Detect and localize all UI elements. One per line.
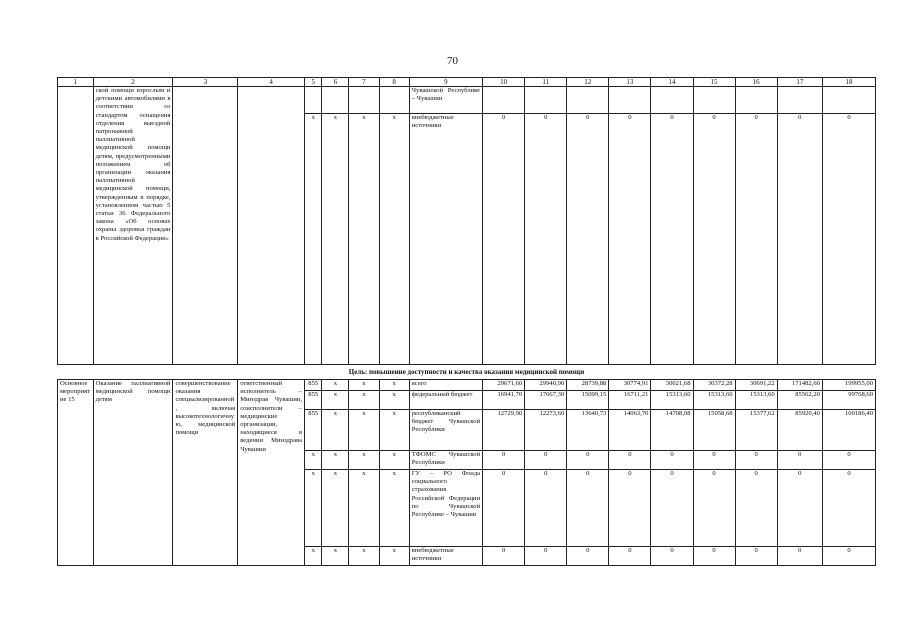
cell-empty: [238, 87, 305, 365]
event-id: Основное мероприятие 15: [58, 380, 94, 566]
cell-x: x: [305, 114, 322, 365]
value-cell: 0: [777, 470, 822, 547]
value-cell: 0: [651, 470, 693, 547]
source-label: внебюджетные источники: [409, 547, 482, 566]
value-cell: 0: [693, 114, 735, 365]
value-cell: 14708,08: [651, 410, 693, 451]
cell-x: x: [322, 547, 349, 566]
budget-table: [57, 77, 876, 566]
cell-x: x: [322, 470, 349, 547]
column-header: 9: [409, 78, 482, 87]
cell-x: x: [379, 380, 409, 391]
cell-x: x: [349, 114, 379, 365]
goal-text: Цель: повышение доступности и качества оказания медицинской помощи: [58, 365, 876, 380]
cell-empty: [777, 87, 822, 114]
page-number: 70: [447, 55, 458, 67]
value-cell: 15058,68: [693, 410, 735, 451]
value-cell: 0: [483, 547, 525, 566]
value-cell: 0: [822, 451, 875, 470]
value-cell: 14063,70: [609, 410, 651, 451]
cell-code: x: [305, 547, 322, 566]
cell-empty: [322, 87, 349, 114]
value-cell: 0: [651, 547, 693, 566]
value-cell: 29671,60: [483, 380, 525, 391]
value-cell: 85562,20: [777, 391, 822, 410]
value-cell: 0: [609, 470, 651, 547]
value-cell: 100186,40: [822, 410, 875, 451]
value-cell: 30021,68: [651, 380, 693, 391]
value-cell: 0: [651, 451, 693, 470]
source-label: ТФОМС Чувашской Республики: [409, 451, 482, 470]
cell-x: x: [379, 451, 409, 470]
cell-empty: [651, 87, 693, 114]
value-cell: 15313,60: [651, 391, 693, 410]
cell-x: x: [379, 391, 409, 410]
value-cell: 15313,60: [735, 391, 777, 410]
cell-x: x: [379, 547, 409, 566]
goal-row: [58, 365, 876, 380]
value-cell: 0: [693, 470, 735, 547]
column-header: 14: [651, 78, 693, 87]
event-goal: совершенствование оказания специализированной, включая высокотехнологичную, медицинской помощи: [173, 380, 238, 566]
column-header: 12: [567, 78, 609, 87]
value-cell: 16941,70: [483, 391, 525, 410]
cell-empty: [483, 87, 525, 114]
value-cell: 15099,15: [567, 391, 609, 410]
column-header: 7: [349, 78, 379, 87]
value-cell: 0: [651, 114, 693, 365]
cell-empty: [567, 87, 609, 114]
value-cell: 0: [609, 547, 651, 566]
value-cell: 0: [483, 470, 525, 547]
cell-x: x: [349, 380, 379, 391]
value-cell: 0: [693, 451, 735, 470]
value-cell: 30372,28: [693, 380, 735, 391]
cell-x: x: [349, 410, 379, 451]
column-header: 4: [238, 78, 305, 87]
cell-x: x: [349, 547, 379, 566]
cell-empty: [305, 87, 322, 114]
column-header: 3: [173, 78, 238, 87]
column-header: 10: [483, 78, 525, 87]
value-cell: 0: [735, 114, 777, 365]
value-cell: 0: [822, 470, 875, 547]
cell-x: x: [349, 391, 379, 410]
value-cell: 12273,60: [525, 410, 567, 451]
value-cell: 13640,73: [567, 410, 609, 451]
cell-empty: [349, 87, 379, 114]
value-cell: 0: [609, 451, 651, 470]
cell-x: x: [322, 380, 349, 391]
value-cell: 15313,60: [693, 391, 735, 410]
source-label: Чувашской Республике – Чувашии: [409, 87, 482, 114]
value-cell: 0: [567, 114, 609, 365]
value-cell: 0: [777, 547, 822, 566]
cell-empty: [822, 87, 875, 114]
source-label: республиканский бюджет Чувашской Республики: [409, 410, 482, 451]
source-label: федеральный бюджет: [409, 391, 482, 410]
value-cell: 0: [609, 114, 651, 365]
value-cell: 17667,30: [525, 391, 567, 410]
source-label: всего: [409, 380, 482, 391]
value-cell: 0: [567, 470, 609, 547]
value-cell: 0: [777, 451, 822, 470]
value-cell: 171482,60: [777, 380, 822, 391]
cell-empty: [735, 87, 777, 114]
value-cell: 85920,40: [777, 410, 822, 451]
source-label: внебюджетные источники: [409, 114, 482, 365]
value-cell: 30691,22: [735, 380, 777, 391]
cell-code: x: [305, 470, 322, 547]
executor: ответственный исполнитель – Минздрав Чувашии, соисполнители – медицинские организации, находящиеся в ведении Минздрава Чувашии: [238, 380, 305, 566]
table-row: [58, 380, 876, 391]
value-cell: 0: [567, 547, 609, 566]
table-row: [58, 87, 876, 114]
value-cell: 28739,88: [567, 380, 609, 391]
column-header: 11: [525, 78, 567, 87]
cell-empty: [379, 87, 409, 114]
value-cell: 0: [567, 451, 609, 470]
cell-x: x: [379, 470, 409, 547]
column-header: 5: [305, 78, 322, 87]
cell-x: x: [349, 451, 379, 470]
column-header: 13: [609, 78, 651, 87]
source-label: ГУ – РО Фонда социального страхования Российской Федерации по Чувашской Республике – Чувашии: [409, 470, 482, 547]
value-cell: 0: [525, 547, 567, 566]
value-cell: 0: [777, 114, 822, 365]
value-cell: 0: [735, 547, 777, 566]
value-cell: 0: [525, 114, 567, 365]
column-header: 6: [322, 78, 349, 87]
column-header: 16: [735, 78, 777, 87]
cell-code: 855: [305, 380, 322, 391]
event-name: Оказание паллиативной медицинской помощи детям: [93, 380, 173, 566]
cell-x: x: [322, 410, 349, 451]
column-header: 8: [379, 78, 409, 87]
value-cell: 30774,91: [609, 380, 651, 391]
value-cell: 12729,90: [483, 410, 525, 451]
cell-x: x: [322, 451, 349, 470]
value-cell: 199955,00: [822, 380, 875, 391]
cell-empty: [525, 87, 567, 114]
cell-empty: [58, 87, 94, 365]
value-cell: 0: [525, 470, 567, 547]
column-header: 2: [93, 78, 173, 87]
column-header: 15: [693, 78, 735, 87]
value-cell: 0: [822, 114, 875, 365]
cell-code: 855: [305, 391, 322, 410]
cell-x: x: [349, 470, 379, 547]
header-row: [58, 78, 876, 87]
cell-x: x: [379, 114, 409, 365]
value-cell: 0: [483, 114, 525, 365]
cell-empty: [609, 87, 651, 114]
value-cell: 29940,90: [525, 380, 567, 391]
event-description: ской помощи взрослым и детскими автомобилями в соответствии со стандартом оснащения отделения выездной патронажной паллиативной медицинской помощи детям, предусмотренными положением об организации оказания паллиативной медицинской помощи, утвержденным в порядке, установленном частью 5 статьи 36 Федерального закона «Об основах охраны здоровья граждан в Российской Федерации»: [93, 87, 173, 365]
value-cell: 16711,21: [609, 391, 651, 410]
value-cell: 0: [693, 547, 735, 566]
value-cell: 0: [525, 451, 567, 470]
value-cell: 0: [483, 451, 525, 470]
cell-x: x: [322, 391, 349, 410]
cell-empty: [693, 87, 735, 114]
value-cell: 99768,60: [822, 391, 875, 410]
cell-code: x: [305, 451, 322, 470]
value-cell: 15377,62: [735, 410, 777, 451]
value-cell: 0: [735, 451, 777, 470]
cell-empty: [173, 87, 238, 365]
cell-x: x: [379, 410, 409, 451]
cell-code: 855: [305, 410, 322, 451]
value-cell: 0: [822, 547, 875, 566]
value-cell: 0: [735, 470, 777, 547]
column-header: 1: [58, 78, 94, 87]
column-header: 18: [822, 78, 875, 87]
cell-x: x: [322, 114, 349, 365]
column-header: 17: [777, 78, 822, 87]
